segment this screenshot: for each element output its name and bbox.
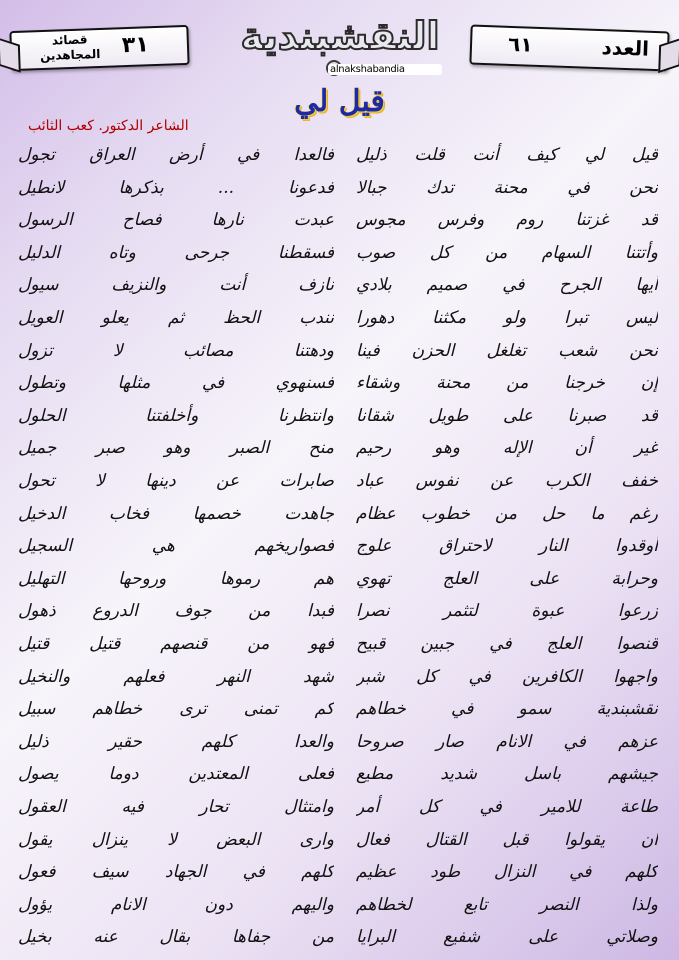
verse-line	[0, 464, 679, 498]
verse-second-hemistich: والعدا كلهم حقير ذليل	[18, 731, 334, 752]
verse-first-hemistich: نحن في محنة تدك جبالا	[356, 177, 658, 198]
verse-first-hemistich: خفف الكرب عن نفوس عباد	[356, 471, 658, 491]
issue-label: العدد	[601, 35, 650, 61]
verse-line	[0, 888, 679, 922]
verse-first-hemistich: وأتتنا السهام من كل صوب	[356, 242, 658, 263]
verse-first-hemistich: رغم ما حل من خطوب عظام	[356, 503, 658, 524]
publication-name: قصائد المجاهدين	[39, 32, 101, 64]
verse-second-hemistich: شهد النهر فعلهم والنخيل	[18, 666, 334, 687]
verse-line	[0, 366, 679, 400]
banner-tail	[658, 38, 679, 73]
verse-first-hemistich: وصلاتي على شفيع البرايا	[356, 927, 658, 948]
verse-second-hemistich: كلهم في الجهاد سيف فعول	[18, 862, 334, 883]
verse-first-hemistich: ليس تبرا ولو مكثنا دهورا	[356, 308, 658, 328]
verse-first-hemistich: نقشبندية سمو في خطاهم	[356, 699, 658, 720]
logo-subtext: alnakshabandia	[328, 64, 442, 75]
verse-line	[0, 627, 679, 661]
verse-line	[0, 594, 679, 628]
verse-first-hemistich: ولذا النصر تابع لخطاهم	[356, 894, 658, 915]
verse-second-hemistich: ودهتنا مصائب لا تزول	[18, 340, 334, 361]
verse-first-hemistich: جيشهم باسل شديد مطيع	[356, 764, 658, 785]
verse-line	[0, 692, 679, 726]
verse-second-hemistich: فصواريخهم هي السجيل	[18, 536, 334, 557]
verse-second-hemistich: واليهم دون الانام يؤول	[18, 894, 334, 915]
verse-second-hemistich: منح الصبر وهو صبر جميل	[18, 438, 334, 459]
verse-first-hemistich: عزهم في الانام صار صروحا	[356, 731, 658, 752]
verse-second-hemistich: صابرات عن دينها لا تحول	[18, 471, 334, 491]
verse-second-hemistich: فدعونا ... بذكرها لانطيل	[18, 177, 334, 198]
verse-line	[0, 855, 679, 889]
verse-second-hemistich: وارى البعض لا ينزال يقول	[18, 829, 334, 850]
verse-line	[0, 431, 679, 465]
poem-title: قيل لي	[294, 84, 385, 119]
verse-first-hemistich: قد صبرنا على طويل شقانا	[356, 405, 658, 426]
verse-second-hemistich: كم تمنى ترى خطاهم سبيل	[18, 699, 334, 720]
page-number: ٣١	[121, 32, 150, 59]
magazine-logo	[240, 6, 440, 78]
verse-second-hemistich: فعلى المعتدين دوما يصول	[18, 764, 334, 785]
verse-first-hemistich: إن خرجنا من محنة وشقاء	[356, 373, 658, 394]
verse-line	[0, 790, 679, 824]
verse-line	[0, 399, 679, 433]
verse-second-hemistich: نازف أنت والنزيف سيول	[18, 275, 334, 296]
verse-line	[0, 660, 679, 694]
verse-line	[0, 268, 679, 302]
verse-first-hemistich: قد غزتنا روم وفرس مجوس	[356, 210, 658, 231]
verse-second-hemistich: هم رموها وروحها التهليل	[18, 568, 334, 589]
verse-line	[0, 138, 679, 172]
verse-second-hemistich: فهو من قنصهم قتيل قتيل	[18, 634, 334, 654]
verse-second-hemistich: وانتظرنا وأخلفتنا الحلول	[18, 405, 334, 426]
verse-line	[0, 823, 679, 857]
verse-line	[0, 725, 679, 759]
issue-banner	[469, 25, 669, 72]
verse-second-hemistich: عبدت نارها فصاح الرسول	[18, 210, 334, 231]
verse-first-hemistich: أيها الجرح في صميم بلادي	[356, 275, 658, 296]
verse-first-hemistich: قيل لي كيف أنت قلت ذليل	[356, 145, 658, 165]
page-header	[0, 0, 679, 90]
verse-line	[0, 334, 679, 368]
verse-second-hemistich: فبدا من جوف الدروع ذهول	[18, 601, 334, 622]
verse-first-hemistich: ان يقولوا قبل القتال فعال	[356, 829, 658, 850]
verse-first-hemistich: وحرابة على العلج تهوي	[356, 568, 658, 589]
verse-second-hemistich: وامتثال تحار فيه العقول	[18, 797, 334, 817]
logo-text: النقشبندية	[240, 14, 440, 58]
verse-first-hemistich: زرعوا عبوة لتثمر نصرا	[356, 601, 658, 622]
publication-banner	[9, 25, 189, 71]
verse-first-hemistich: نحن شعب تغلغل الحزن فينا	[356, 340, 658, 361]
verse-line	[0, 757, 679, 791]
verse-line	[0, 920, 679, 954]
verse-line	[0, 236, 679, 270]
verse-second-hemistich: فسقطنا جرحى وتاه الدليل	[18, 242, 334, 263]
verse-first-hemistich: واجهوا الكافرين في كل شبر	[356, 666, 658, 687]
verse-first-hemistich: قنصوا العلج في جبين قبيح	[356, 634, 658, 654]
verse-line	[0, 171, 679, 205]
banner-tail	[0, 38, 21, 73]
verse-second-hemistich: فسنهوي في مثلها وتطول	[18, 373, 334, 394]
issue-number: ٦١	[507, 31, 533, 57]
verse-first-hemistich: أوقدوا النار لاحتراق علوج	[356, 536, 658, 557]
verse-second-hemistich: جاهدت خصمها فخاب الدخيل	[18, 503, 334, 524]
verse-line	[0, 562, 679, 596]
verse-second-hemistich: نندب الحظ ثم يعلو العويل	[18, 308, 334, 328]
verse-line	[0, 301, 679, 335]
verse-line	[0, 497, 679, 531]
verse-line	[0, 529, 679, 563]
verse-second-hemistich: من جفاها بقال عنه بخيل	[18, 927, 334, 948]
verse-line	[0, 203, 679, 237]
poet-name: الشاعر الدكتور. كعب الثائب	[28, 118, 189, 134]
verse-first-hemistich: طاعة للامير في كل أمر	[356, 797, 658, 817]
verse-first-hemistich: غير أن الإله وهو رحيم	[356, 438, 658, 459]
verse-second-hemistich: فالعدا في أرض العراق تجول	[18, 145, 334, 165]
verse-first-hemistich: كلهم في النزال طود عظيم	[356, 862, 658, 883]
